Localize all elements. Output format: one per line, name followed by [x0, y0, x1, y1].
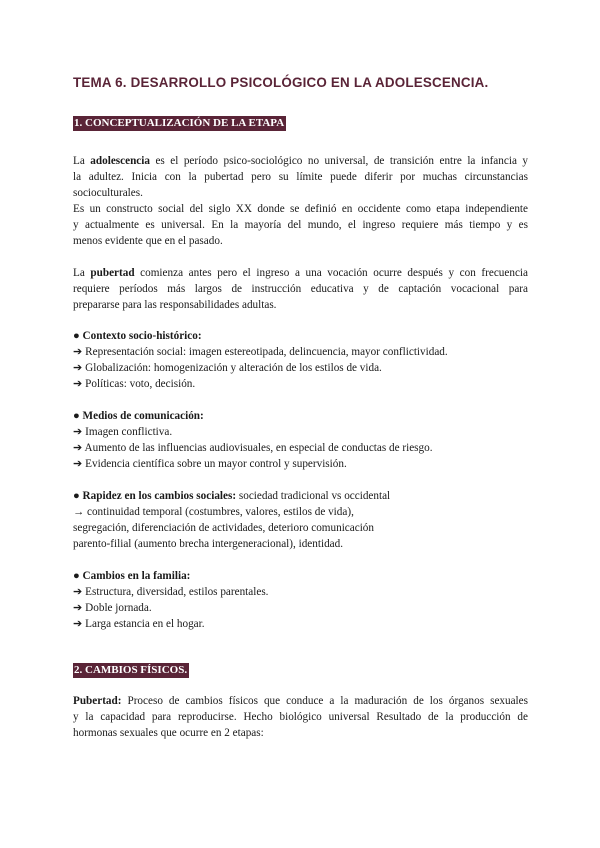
list-familia — [73, 568, 528, 632]
text-line: menos evidente que en el pasado. — [73, 235, 223, 247]
list-item: ➔ Evidencia científica sobre un mayor control y supervisión. — [73, 458, 347, 470]
text-line: La pubertad comienza antes pero el ingreso a una vocación ocurre después y con frecuencia — [73, 267, 528, 279]
list-item: parento-filial (aumento brecha intergeneracional), identidad. — [73, 538, 344, 550]
list-heading: ● Medios de comunicación: — [73, 410, 204, 422]
text-line: y actualmente es universal. En la mayoría del mundo, el ingreso requiere más tiempo y es — [73, 219, 528, 231]
paragraph-adolescencia — [73, 153, 528, 249]
text-line: La adolescencia es el período psico-sociológico no universal, de transición entre la infancia y — [73, 155, 528, 167]
section-heading-conceptualizacion: 1. CONCEPTUALIZACIÓN DE LA ETAPA — [74, 117, 285, 129]
list-item: ➔ Aumento de las influencias audiovisuales, en especial de conductas de riesgo. — [73, 442, 433, 454]
paragraph-pubertad-definicion — [73, 693, 528, 741]
text-line: y la capacidad para reproducirse. Hecho biológico universal Resultado de la producción de — [73, 711, 528, 723]
list-rapidez — [73, 488, 528, 552]
list-item: ➔ Imagen conflictiva. — [73, 426, 173, 438]
text-line: la adultez. Inicia con la pubertad pero su límite puede diferir por muchas circunstancias — [73, 171, 528, 183]
text-line: Es un constructo social del siglo XX donde se definió en occidente como etapa independiente — [73, 203, 528, 215]
paragraph-pubertad — [73, 265, 528, 313]
document-title: TEMA 6. DESARROLLO PSICOLÓGICO EN LA ADOLESCENCIA. — [73, 75, 489, 90]
list-item: ➔ Políticas: voto, decisión. — [73, 378, 196, 390]
section-heading-cambios-fisicos: 2. CAMBIOS FÍSICOS. — [74, 664, 188, 676]
list-item: ➔ Doble jornada. — [73, 602, 152, 614]
text-line: hormonas sexuales que ocurre en 2 etapas: — [73, 727, 264, 739]
list-contexto — [73, 328, 528, 392]
list-item: segregación, diferenciación de actividades, deterioro comunicación — [73, 522, 374, 534]
text-line: socioculturales. — [73, 187, 143, 199]
list-heading: ● Cambios en la familia: — [73, 570, 191, 582]
list-heading: ● Contexto socio-histórico: — [73, 330, 202, 342]
list-item: ➔ Globalización: homogenización y alteración de los estilos de vida. — [73, 362, 382, 374]
list-medios — [73, 408, 528, 472]
list-heading: ● Rapidez en los cambios sociales: sociedad tradicional vs occidental — [73, 490, 391, 502]
text-line: Pubertad: Proceso de cambios físicos que conduce a la maduración de los órganos sexuales — [73, 695, 528, 707]
list-item: → continuidad temporal (costumbres, valores, estilos de vida), — [73, 506, 354, 518]
list-item: ➔ Representación social: imagen estereotipada, delincuencia, mayor conflictividad. — [73, 346, 448, 358]
text-line: prepararse para las responsabilidades adultas. — [73, 299, 277, 311]
text-line: requiere períodos más largos de instrucción educativa y de captación vocacional para — [73, 283, 528, 295]
list-item: ➔ Larga estancia en el hogar. — [73, 618, 205, 630]
list-item: ➔ Estructura, diversidad, estilos parentales. — [73, 586, 269, 598]
